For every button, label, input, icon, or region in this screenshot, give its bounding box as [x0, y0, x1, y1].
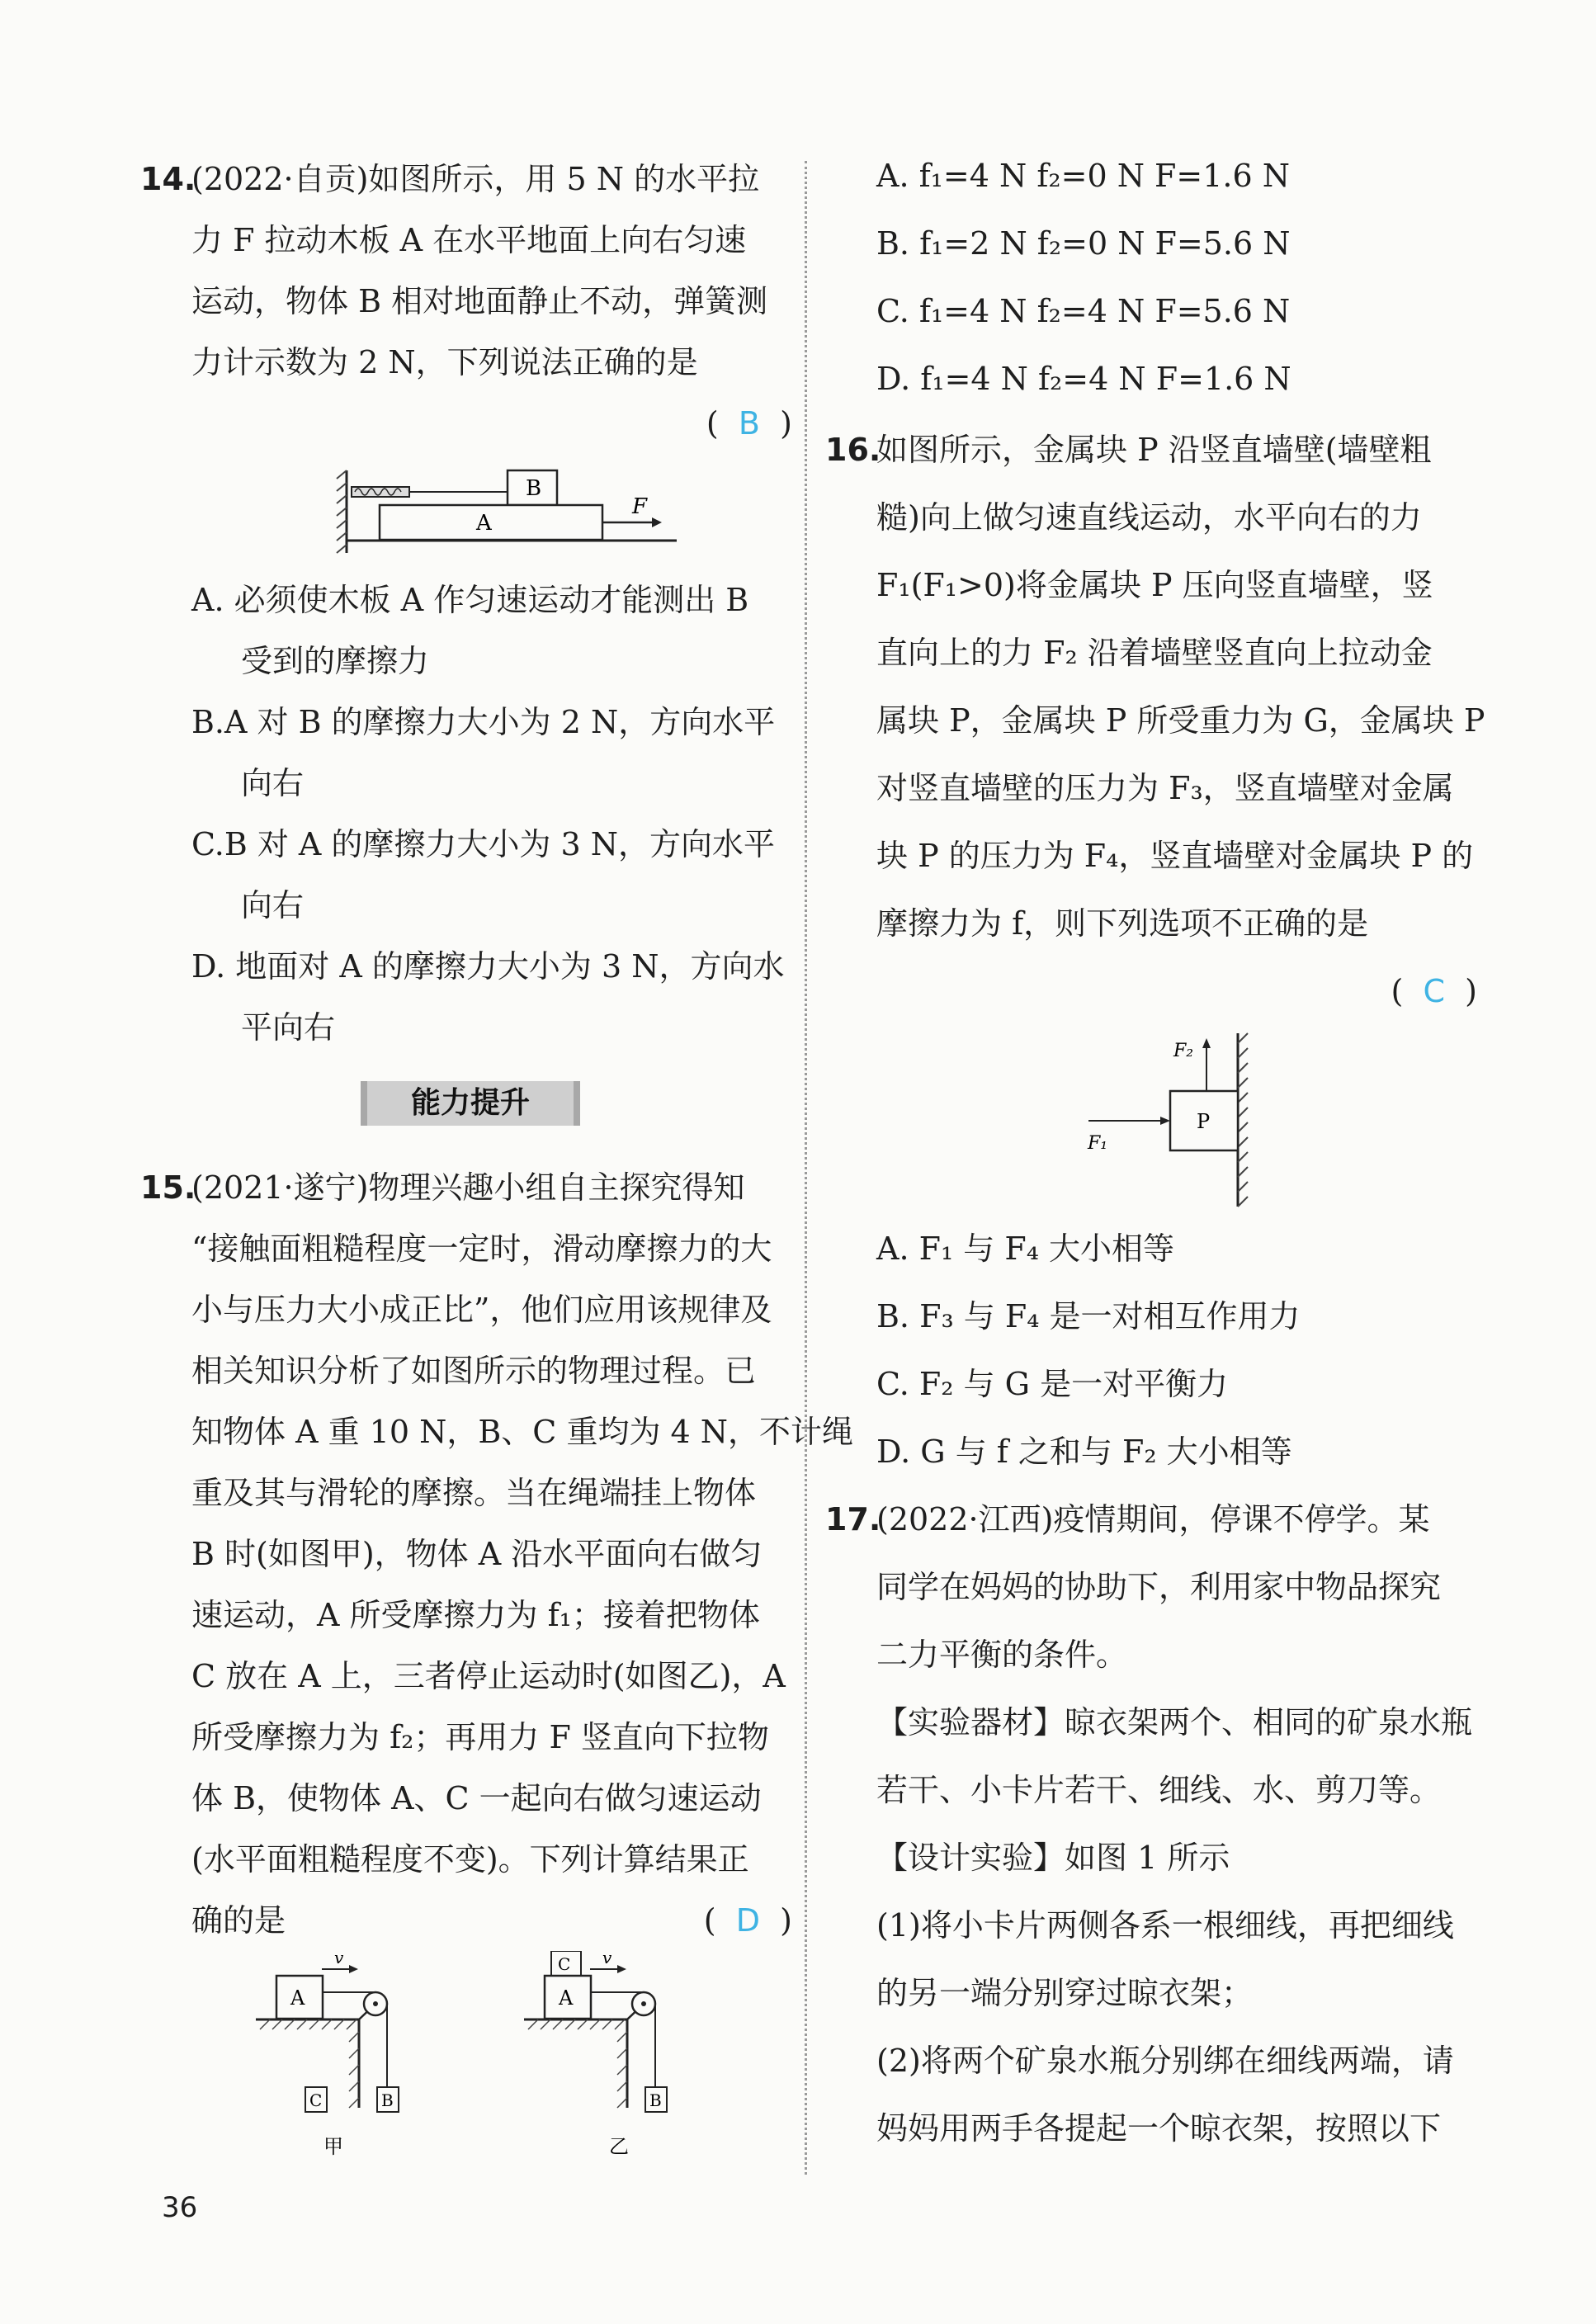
option-text: 向右: [241, 765, 305, 801]
option: B. f₁=2 N f₂=0 N F=5.6 N: [876, 225, 1291, 262]
option-text: 必须使木板 A 作匀速运动才能测出 B: [234, 582, 749, 618]
question-16: [825, 416, 1485, 1486]
option: B. F₃ 与 F₄ 是一对相互作用力: [876, 1298, 1301, 1334]
question-text: 确的是: [191, 1902, 286, 1939]
label-c: C: [558, 1954, 571, 1974]
question-text: 直向上的力 F₂ 沿着墙壁竖直向上拉动金: [876, 635, 1433, 671]
option-label: C.: [191, 826, 224, 862]
label-a: A: [476, 511, 492, 536]
page-number: 36: [162, 2191, 198, 2224]
wall-block-figure: [825, 1025, 1485, 1215]
option: D. G 与 f 之和与 F₂ 大小相等: [876, 1434, 1292, 1470]
question-text: 对竖直墙壁的压力为 F₃，竖直墙壁对金属: [876, 770, 1454, 806]
question-text: 若干、小卡片若干、细线、水、剪刀等。: [876, 1772, 1442, 1808]
label-v: v: [602, 1951, 612, 1967]
answer: D: [735, 1902, 760, 1939]
option: A. f₁=4 N f₂=0 N F=1.6 N: [876, 158, 1291, 194]
right-column: [825, 145, 1485, 2162]
question-number: 15.: [140, 1169, 196, 1206]
answer-bracket: ( C ): [1391, 973, 1477, 1009]
label-f: F: [632, 494, 648, 519]
question-text: 属块 P，金属块 P 所受重力为 G，金属块 P: [876, 702, 1485, 739]
answer-bracket: ( B ): [706, 405, 792, 442]
question-text: 相关知识分析了如图所示的物理过程。已: [191, 1353, 757, 1389]
option-text: A 对 B 的摩擦力大小为 2 N，方向水平: [224, 704, 776, 740]
question-17: [825, 1486, 1485, 2162]
question-text: 所受摩擦力为 f₂；再用力 F 竖直向下拉物: [191, 1719, 769, 1755]
section-title: 能力提升: [361, 1081, 580, 1126]
question-text: 知物体 A 重 10 N，B、C 重均为 4 N，不计绳: [191, 1414, 854, 1450]
label-b: B: [526, 476, 542, 501]
question-14: [140, 149, 800, 1058]
question-text: 如图所示，金属块 P 沿竖直墙壁(墙壁粗: [876, 432, 1432, 468]
question-text: 二力平衡的条件。: [876, 1637, 1128, 1673]
question-text: 同学在妈妈的协助下，利用家中物品探究: [876, 1569, 1442, 1605]
option-label: B.: [191, 704, 225, 740]
option-text: 地面对 A 的摩擦力大小为 3 N，方向水: [235, 948, 785, 985]
question-text: 【设计实验】如图 1 所示: [876, 1840, 1230, 1876]
label-f1: F₁: [1088, 1133, 1108, 1154]
column-divider: [805, 161, 807, 2175]
option-text: B 对 A 的摩擦力大小为 3 N，方向水平: [224, 826, 776, 862]
question-number: 16.: [825, 432, 881, 468]
question-text: 力计示数为 2 N，下列说法正确的是: [191, 344, 698, 380]
option-label: D.: [191, 948, 226, 985]
question-text: F₁(F₁>0)将金属块 P 压向竖直墙壁，竖: [876, 567, 1433, 603]
label-f2: F₂: [1173, 1041, 1194, 1061]
question-text: 力 F 拉动木板 A 在水平地面上向右匀速: [191, 222, 747, 258]
question-text: 【实验器材】晾衣架两个、相同的矿泉水瓶: [876, 1704, 1473, 1741]
question-text: 小与压力大小成正比”，他们应用该规律及: [191, 1292, 772, 1328]
question-number: 17.: [825, 1501, 881, 1538]
label-c: C: [309, 2090, 323, 2110]
option-text: 受到的摩擦力: [241, 643, 430, 679]
label-v: v: [334, 1951, 344, 1967]
option: A. F₁ 与 F₄ 大小相等: [876, 1230, 1175, 1267]
question-text: (2)将两个矿泉水瓶分别绑在细线两端，请: [876, 2043, 1454, 2079]
question-number: 14.: [140, 161, 196, 197]
question-text: 速运动，A 所受摩擦力为 f₁；接着把物体: [191, 1597, 760, 1633]
question-text: 糙)向上做匀速直线运动，水平向右的力: [876, 499, 1422, 536]
option-label: A.: [191, 582, 224, 618]
spring-board-figure: [140, 454, 800, 569]
pulley-figure: [140, 1951, 800, 2166]
caption-right: 乙: [609, 2135, 629, 2158]
question-text: “接触面粗糙程度一定时，滑动摩擦力的大: [191, 1230, 772, 1267]
option-text: 平向右: [241, 1009, 336, 1046]
label-a: A: [290, 1986, 305, 2010]
answer-bracket: ( D ): [703, 1902, 792, 1939]
label-p: P: [1197, 1110, 1211, 1133]
option-text: 向右: [241, 887, 305, 923]
option: C. F₂ 与 G 是一对平衡力: [876, 1366, 1229, 1402]
question-text: 体 B，使物体 A、C 一起向右做匀速运动: [191, 1780, 762, 1816]
question-text: B 时(如图甲)，物体 A 沿水平面向右做匀: [191, 1536, 763, 1572]
q15-options: [825, 145, 1485, 409]
label-a: A: [559, 1986, 574, 2010]
answer: B: [738, 405, 760, 442]
caption-left: 甲: [323, 2135, 343, 2158]
question-text: 运动，物体 B 相对地面静止不动，弹簧测: [191, 283, 768, 319]
question-text: 的另一端分别穿过晾衣架；: [876, 1975, 1254, 2011]
question-text: 块 P 的压力为 F₄，竖直墙壁对金属块 P 的: [876, 838, 1474, 874]
question-text: C 放在 A 上，三者停止运动时(如图乙)，A: [191, 1658, 786, 1694]
label-b: B: [649, 2090, 662, 2110]
question-text: (2021·遂宁)物理兴趣小组自主探究得知: [191, 1169, 745, 1206]
question-text: (1)将小卡片两侧各系一根细线，再把细线: [876, 1907, 1454, 1944]
label-b: B: [381, 2090, 394, 2110]
question-text: (2022·自贡)如图所示，用 5 N 的水平拉: [191, 161, 760, 197]
options: [140, 569, 800, 1058]
question-text: 妈妈用两手各提起一个晾衣架，按照以下: [876, 2110, 1442, 2147]
question-text: 重及其与滑轮的摩擦。当在绳端挂上物体: [191, 1475, 757, 1511]
option: D. f₁=4 N f₂=4 N F=1.6 N: [876, 361, 1291, 397]
answer: C: [1423, 973, 1445, 1009]
option: C. f₁=4 N f₂=4 N F=5.6 N: [876, 293, 1291, 329]
question-text: 摩擦力为 f，则下列选项不正确的是: [876, 905, 1369, 942]
question-text: (2022·江西)疫情期间，停课不停学。某: [876, 1501, 1430, 1538]
question-text: (水平面粗糙程度不变)。下列计算结果正: [191, 1841, 749, 1878]
